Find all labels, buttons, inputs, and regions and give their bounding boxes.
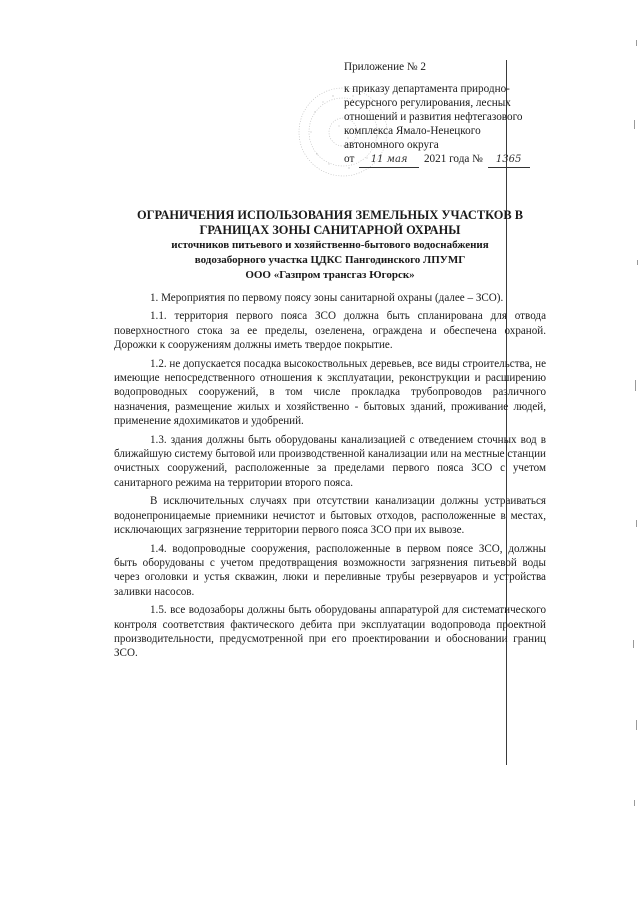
- scan-edge-noise: [630, 0, 640, 905]
- paragraph: 1. Мероприятия по первому поясу зоны санитарной охраны (далее – ЗСО).: [150, 292, 504, 304]
- annex-line: отношений и развития нефтегазового: [344, 111, 523, 123]
- annex-title: Приложение № 2: [344, 61, 426, 73]
- document-body: [114, 291, 546, 665]
- document-title: [120, 208, 540, 283]
- annex-header: [344, 60, 574, 168]
- paragraph: 1.3. здания должны быть оборудованы канализацией с отведением сточных вод в ближайшую систему бытовой или производственной канализации или на местные станции очистных сооружений, расположенные за пределами первого пояса ЗСО с учетом санитарного режима на территории второго пояса.: [114, 433, 546, 489]
- date-prefix: от: [344, 153, 355, 165]
- paragraph: В исключительных случаях при отсутствии канализации должны устраиваться водонепроницаемые приемники нечистот и бытовых отходов, расположенные в местах, исключающих загрязнение территории первого пояса ЗСО при их вывозе.: [114, 495, 546, 537]
- subtitle-line: ООО «Газпром трансгаз Югорск»: [245, 269, 415, 281]
- title-line: ГРАНИЦАХ ЗОНЫ САНИТАРНОЙ ОХРАНЫ: [199, 223, 461, 237]
- paragraph: 1.5. все водозаборы должны быть оборудованы аппаратурой для систематического контроля соответствия фактического дебита при эксплуатации водопровода проектной производительности, предусмотренной при его проектировании и обосновании границ ЗСО.: [114, 604, 546, 660]
- title-line: ОГРАНИЧЕНИЯ ИСПОЛЬЗОВАНИЯ ЗЕМЕЛЬНЫХ УЧАСТКОВ В: [136, 208, 524, 222]
- annex-line: автономного округа: [344, 139, 439, 151]
- paragraph: 1.2. не допускается посадка высокоствольных деревьев, все виды строительства, не имеющие непосредственного отношения к эксплуатации, реконструкции и расширению водопроводных сооружений, в том числе прокладка трубопроводов различного назначения, размещение жилых и хозяйственно - бытовых зданий, проживание людей, применение ядохимикатов и удобрений.: [114, 357, 546, 428]
- handwritten-order-number: 1365: [488, 153, 530, 168]
- subtitle-line: источников питьевого и хозяйственно-бытового водоснабжения: [171, 239, 489, 251]
- handwritten-date: 11 мая: [359, 153, 419, 168]
- subtitle-line: водозаборного участка ЦДКС Пангодинского ЛПУМГ: [194, 254, 466, 266]
- annex-line: к приказу департамента природно-: [344, 83, 510, 95]
- paragraph: 1.1. территория первого пояса ЗСО должна быть спланирована для отвода поверхностного стока за ее пределы, озеленена, ограждена и обеспечена охраной. Дорожки к сооружениям должны иметь твердое покрытие.: [114, 310, 546, 352]
- annex-line: комплекса Ямало-Ненецкого: [344, 125, 481, 137]
- order-date-line: [344, 152, 574, 168]
- date-year-suffix: 2021 года №: [423, 153, 483, 165]
- paragraph: 1.4. водопроводные сооружения, расположенные в первом поясе ЗСО, должны быть оборудованы с учетом предотвращения возможности загрязнения питьевой воды через оголовки и устья скважин, люки и переливные трубы резервуаров и устройства заливки насосов.: [114, 542, 546, 598]
- annex-line: ресурсного регулирования, лесных: [344, 97, 511, 109]
